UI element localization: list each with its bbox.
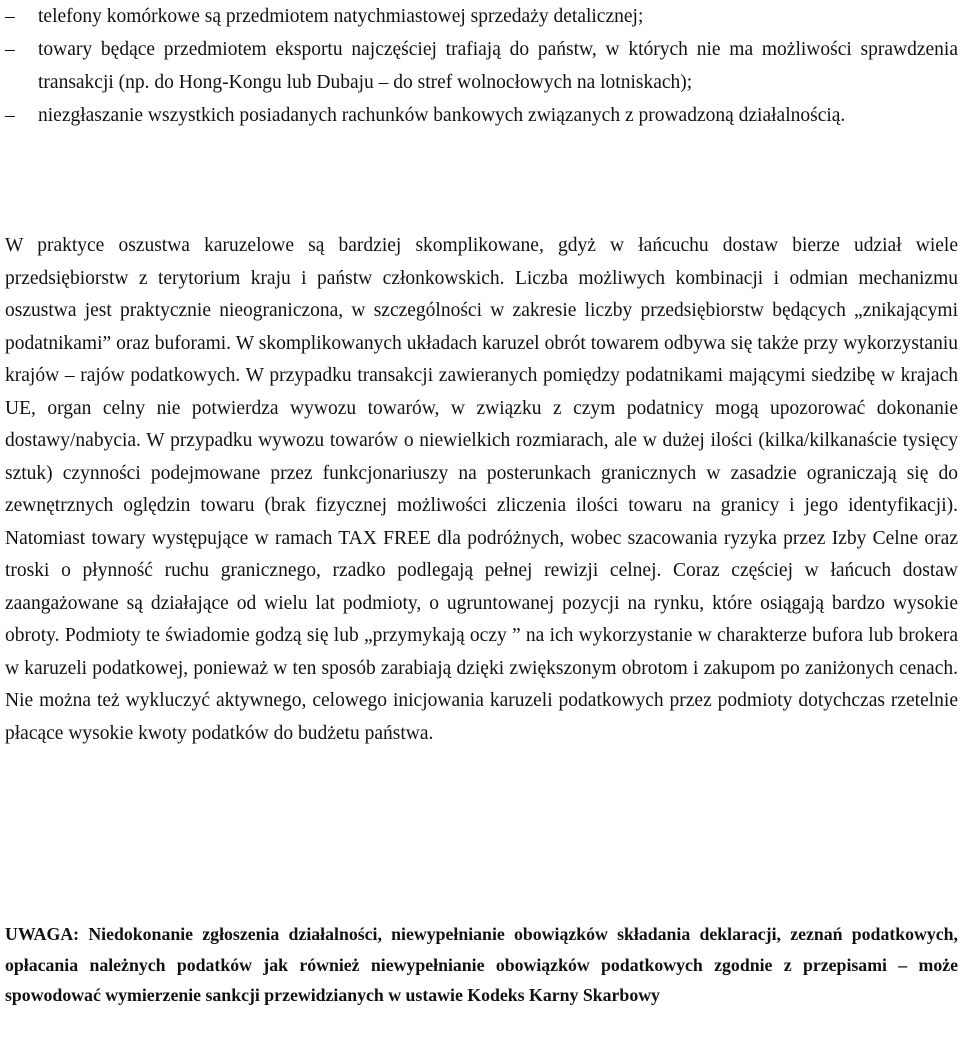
body-sentence: Podmioty te świadomie godzą się lub „przymykają oczy ” na ich wykorzystanie w charakterze bufora lub brokera w karuzeli podatkowej, ponieważ w ten sposób zarabiają dzięki zwiększonym obrotom i zakupom po zaniżonych cenach. — [5, 625, 959, 679]
list-item — [5, 99, 958, 132]
bullet-list — [5, 0, 958, 132]
body-sentence: W praktyce oszustwa karuzelowe są bardziej skomplikowane, gdyż w łańcuchu dostaw bierze udział wiele przedsiębiorstw z terytorium kraju i państw członkowskich. — [5, 235, 958, 289]
list-item-text: niezgłaszanie wszystkich posiadanych rachunków bankowych związanych z prowadzoną działalnością. — [38, 105, 846, 126]
warning-note: UWAGA: Niedokonanie zgłoszenia działalności, niewypełnianie obowiązków składania deklaracji, zeznań podatkowych, opłacania należnych podatków jak również niewypełnianie obowiązków podatkowych zgodnie z przepisami – może spowodować wymierzenie sankcji przewidzianych w ustawie Kodeks Karny Skarbowy — [5, 924, 958, 1005]
body-sentence: W przypadku transakcji zawieranych pomiędzy podatnikami mającymi siedzibę w krajach UE, organ celny nie potwierdza wywozu towarów, w związku z czym podatnicy mogą upozorować dokonanie dostawy/nabycia. — [5, 365, 958, 451]
dash-bullet: – — [5, 6, 15, 27]
body-sentence: Coraz częściej w łańcuch dostaw zaangażowane są działające od wielu lat podmioty, o ugruntowanej pozycji na rynku, które osiągają bardzo wysokie obroty. — [5, 560, 959, 646]
list-item-text: telefony komórkowe są przedmiotem natychmiastowej sprzedaży detalicznej; — [38, 6, 644, 27]
list-item — [5, 0, 958, 33]
list-item-text: towary będące przedmiotem eksportu najczęściej trafiają do państw, w których nie ma możliwości sprawdzenia transakcji (np. do Hong-Kongu lub Dubaju – do stref wolnocłowych na lotniskach); — [38, 39, 958, 93]
body-sentence: W przypadku wywozu towarów o niewielkich rozmiarach, ale w dużej ilości (kilka/kilkanaście tysięcy sztuk) czynności podejmowane przez funkcjonariuszy na posterunkach granicznych w zasadzie ograniczają się do zewnętrznych oględzin towaru (brak fizycznej możliwości zliczenia ilości towaru na granicy i jego identyfikacji). — [5, 430, 958, 516]
dash-bullet: – — [5, 39, 15, 60]
body-sentence: Nie można też wykluczyć aktywnego, celowego inicjowania karuzeli podatkowych przez podmioty dotychczas rzetelnie płacące wysokie kwoty podatków do budżetu państwa. — [5, 690, 958, 744]
body-sentence: Natomiast towary występujące w ramach TAX FREE dla podróżnych, wobec szacowania ryzyka przez Izby Celne oraz troski o płynność ruchu granicznego, rzadko podlegają pełnej rewizji celnej. — [5, 527, 958, 581]
body-paragraph — [5, 230, 958, 750]
body-sentence: Liczba możliwych kombinacji i odmian mechanizmu oszustwa jest praktycznie nieograniczona, w szczególności w zakresie liczby przedsiębiorstw będących „znikającymi podatnikami” oraz buforami. — [5, 267, 959, 354]
dash-bullet: – — [5, 105, 15, 126]
body-sentence: W skomplikowanych układach karuzel obrót towarem odbywa się także przy wykorzystaniu krajów – rajów podatkowych. — [5, 332, 958, 386]
list-item — [5, 33, 958, 99]
